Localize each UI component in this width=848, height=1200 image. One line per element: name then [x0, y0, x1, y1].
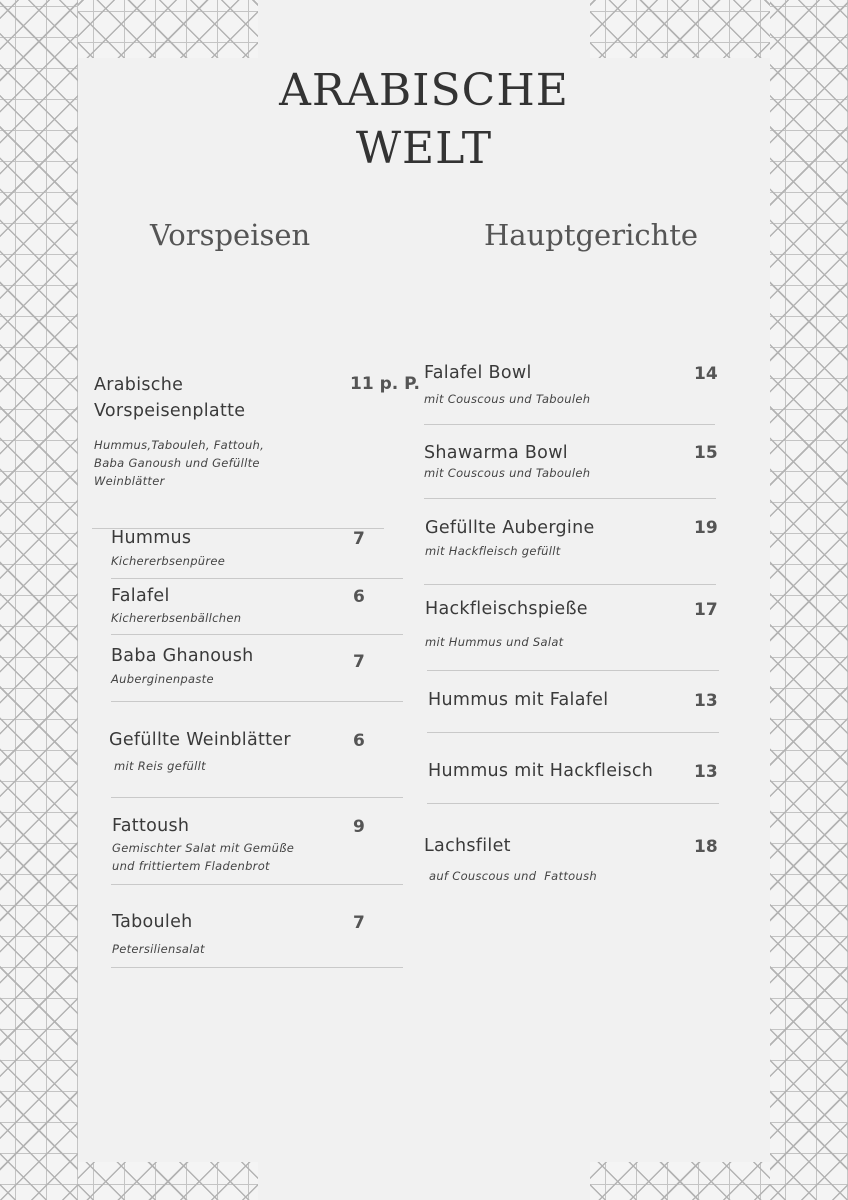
menu-title-line2: WELT — [355, 123, 493, 174]
item-name: Gefüllte Weinblätter — [109, 730, 291, 750]
geometric-border-bottom-right — [590, 1162, 770, 1200]
item-name: Fattoush — [112, 816, 190, 836]
item-description: mit Hummus und Salat — [425, 635, 564, 649]
divider — [111, 701, 403, 702]
divider — [424, 498, 716, 499]
item-name: Hummus mit Hackfleisch — [428, 761, 654, 781]
item-description: mit Reis gefüllt — [114, 759, 206, 773]
item-price: 15 — [694, 443, 718, 463]
item-price: 6 — [353, 731, 365, 751]
divider — [111, 967, 403, 968]
geometric-border-right — [770, 0, 848, 1200]
divider — [427, 803, 719, 804]
mains-heading: Hauptgerichte — [484, 218, 699, 252]
item-description: Kichererbsenpüree — [111, 554, 226, 568]
item-name: Baba Ghanoush — [111, 646, 254, 666]
geometric-border-bottom-left — [78, 1162, 258, 1200]
menu-title — [0, 62, 848, 178]
item-price: 9 — [353, 817, 365, 837]
item-description: Petersiliensalat — [112, 942, 205, 956]
divider — [111, 634, 403, 635]
item-name: Shawarma Bowl — [424, 443, 568, 463]
item-description: mit Couscous und Tabouleh — [424, 392, 591, 406]
item-name: Hummus mit Falafel — [428, 690, 609, 710]
item-price: 7 — [353, 913, 365, 933]
item-description: Kichererbsenbällchen — [111, 611, 242, 625]
item-name: Falafel Bowl — [424, 363, 532, 383]
menu-title-line1: ARABISCHE — [279, 65, 569, 116]
item-name: Lachsfilet — [424, 836, 511, 856]
divider — [424, 424, 715, 425]
item-price: 19 — [694, 518, 718, 538]
item-description: Hummus,Tabouleh, Fattouh, — [94, 438, 265, 452]
item-name: Arabische — [94, 375, 184, 395]
item-description: mit Couscous und Tabouleh — [424, 466, 591, 480]
geometric-border-left — [0, 0, 78, 1200]
geometric-border-top-left — [78, 0, 258, 58]
item-price: 11 p. P. — [350, 374, 420, 394]
item-description: Gemischter Salat mit Gemüße — [112, 841, 295, 855]
item-description: mit Hackfleisch gefüllt — [425, 544, 561, 558]
starters-heading: Vorspeisen — [150, 218, 311, 252]
divider — [111, 884, 403, 885]
item-price: 14 — [694, 364, 718, 384]
divider — [424, 584, 716, 585]
item-description: auf Couscous und Fattoush — [429, 869, 597, 883]
divider — [427, 670, 719, 671]
divider — [111, 578, 403, 579]
item-price: 7 — [353, 529, 365, 549]
item-price: 13 — [694, 691, 718, 711]
item-name: Gefüllte Aubergine — [425, 518, 595, 538]
item-name: Hummus — [111, 528, 192, 548]
item-name: Vorspeisenplatte — [94, 401, 246, 421]
item-name: Hackfleischspieße — [425, 599, 588, 619]
item-description: und frittiertem Fladenbrot — [112, 859, 270, 873]
item-price: 18 — [694, 837, 718, 857]
item-price: 17 — [694, 600, 718, 620]
item-name: Falafel — [111, 586, 170, 606]
item-description: Weinblätter — [94, 474, 165, 488]
item-price: 6 — [353, 587, 365, 607]
divider — [111, 797, 403, 798]
divider — [427, 732, 719, 733]
item-name: Tabouleh — [112, 912, 193, 932]
item-description: Baba Ganoush und Gefüllte — [94, 456, 260, 470]
item-price: 7 — [353, 652, 365, 672]
item-price: 13 — [694, 762, 718, 782]
item-description: Auberginenpaste — [111, 672, 214, 686]
geometric-border-top-right — [590, 0, 770, 58]
